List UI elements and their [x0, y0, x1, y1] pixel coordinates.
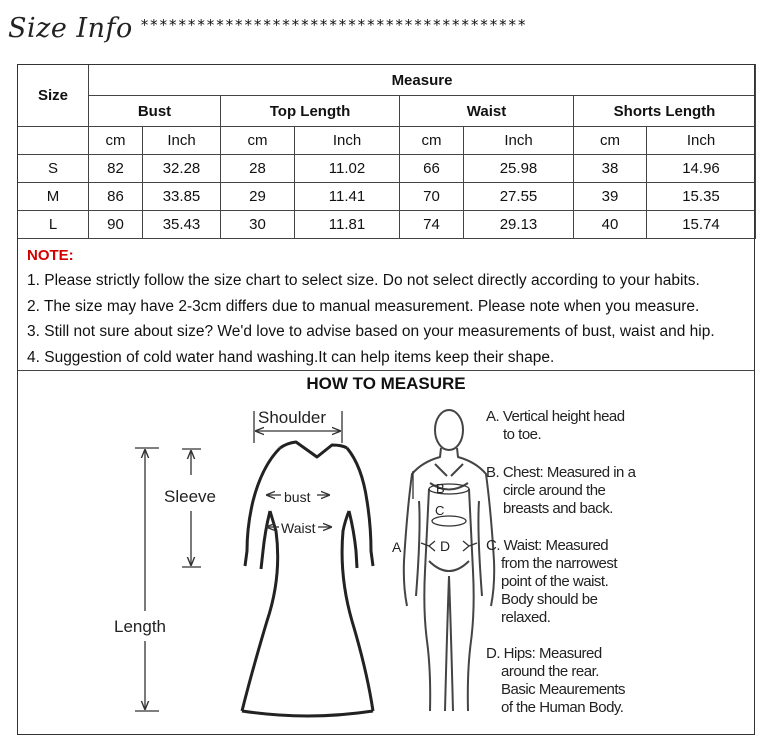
value-cell: 11.81 — [295, 211, 400, 239]
note-line: 2. The size may have 2-3cm differs due to manual measurement. Please note when you measure. — [27, 297, 700, 315]
unit-cell: Inch — [143, 127, 221, 155]
desc-line: of the Human Body. — [501, 699, 624, 716]
desc-line: B. Chest: Measured in a — [486, 464, 636, 481]
value-cell: 66 — [400, 155, 464, 183]
value-cell: 35.43 — [143, 211, 221, 239]
label-d: D — [440, 538, 451, 554]
value-cell: 74 — [400, 211, 464, 239]
value-cell: 11.41 — [295, 183, 400, 211]
label-c: C — [435, 503, 445, 518]
value-cell: 40 — [574, 211, 647, 239]
unit-cell: Inch — [647, 127, 756, 155]
value-cell: 15.74 — [647, 211, 756, 239]
value-cell: 70 — [400, 183, 464, 211]
value-cell: 15.35 — [647, 183, 756, 211]
desc-line: C. Waist: Measured — [486, 537, 609, 554]
desc-line: from the narrowest — [501, 555, 618, 572]
label-b: B — [436, 481, 445, 496]
measure-illustration — [17, 371, 755, 735]
desc-line: A. Vertical height head — [486, 408, 625, 425]
shorts-length-header: Shorts Length — [574, 96, 756, 127]
value-cell: 90 — [89, 211, 143, 239]
label-length: Length — [114, 617, 166, 636]
value-cell: 14.96 — [647, 155, 756, 183]
value-cell: 27.55 — [464, 183, 574, 211]
how-to-measure-title: HOW TO MEASURE — [306, 374, 466, 393]
desc-line: relaxed. — [501, 609, 551, 626]
unit-cell: cm — [574, 127, 647, 155]
value-cell: 39 — [574, 183, 647, 211]
page-title — [8, 4, 133, 52]
desc-d — [486, 645, 625, 717]
desc-b — [486, 464, 635, 518]
desc-line: Body should be — [501, 591, 598, 608]
top-length-header: Top Length — [221, 96, 400, 127]
desc-line: point of the waist. — [501, 573, 609, 590]
size-header: Size — [18, 65, 89, 127]
size-cell: M — [18, 183, 89, 211]
label-shoulder: Shoulder — [258, 408, 327, 427]
label-a: A — [392, 539, 402, 555]
note-line: 1. Please strictly follow the size chart to select size. Do not select directly according to your habits. — [27, 272, 700, 289]
value-cell: 29.13 — [464, 211, 574, 239]
notes-title: NOTE: — [27, 247, 74, 264]
desc-line: around the rear. — [501, 663, 599, 680]
unit-cell: Inch — [295, 127, 400, 155]
value-cell: 29 — [221, 183, 295, 211]
size-cell: S — [18, 155, 89, 183]
dress-outline — [242, 442, 373, 716]
title-stars: ***************************************** — [140, 16, 527, 34]
desc-line: Basic Meaurements — [501, 681, 626, 698]
unit-cell: Inch — [464, 127, 574, 155]
label-bust: bust — [284, 489, 311, 505]
bust-header: Bust — [89, 96, 221, 127]
unit-cell: cm — [221, 127, 295, 155]
length-dimension — [135, 448, 159, 711]
note-line: 4. Suggestion of cold water hand washing.It can help items keep their shape. — [27, 348, 555, 366]
sleeve-dimension — [182, 449, 201, 567]
value-cell: 33.85 — [143, 183, 221, 211]
size-cell: L — [18, 211, 89, 239]
desc-line: to toe. — [503, 426, 542, 443]
value-cell: 30 — [221, 211, 295, 239]
value-cell: 28 — [221, 155, 295, 183]
unit-cell: cm — [89, 127, 143, 155]
desc-a — [486, 408, 625, 444]
value-cell: 11.02 — [295, 155, 400, 183]
body-figure — [404, 410, 494, 711]
value-cell: 25.98 — [464, 155, 574, 183]
label-waist: Waist — [281, 520, 316, 536]
value-cell: 82 — [89, 155, 143, 183]
label-sleeve: Sleeve — [164, 487, 216, 506]
how-to-measure-section — [17, 371, 755, 735]
value-cell: 32.28 — [143, 155, 221, 183]
desc-line: circle around the — [503, 482, 606, 499]
desc-line: D. Hips: Measured — [486, 645, 602, 662]
title-text: Size Info — [8, 12, 133, 44]
waist-header: Waist — [400, 96, 574, 127]
desc-line: breasts and back. — [503, 500, 613, 517]
value-cell: 86 — [89, 183, 143, 211]
measure-header: Measure — [89, 65, 756, 96]
desc-c — [486, 537, 617, 627]
unit-cell: cm — [400, 127, 464, 155]
note-line: 3. Still not sure about size? We'd love to advise based on your measurements of bust, waist and hip. — [27, 323, 715, 340]
value-cell: 38 — [574, 155, 647, 183]
